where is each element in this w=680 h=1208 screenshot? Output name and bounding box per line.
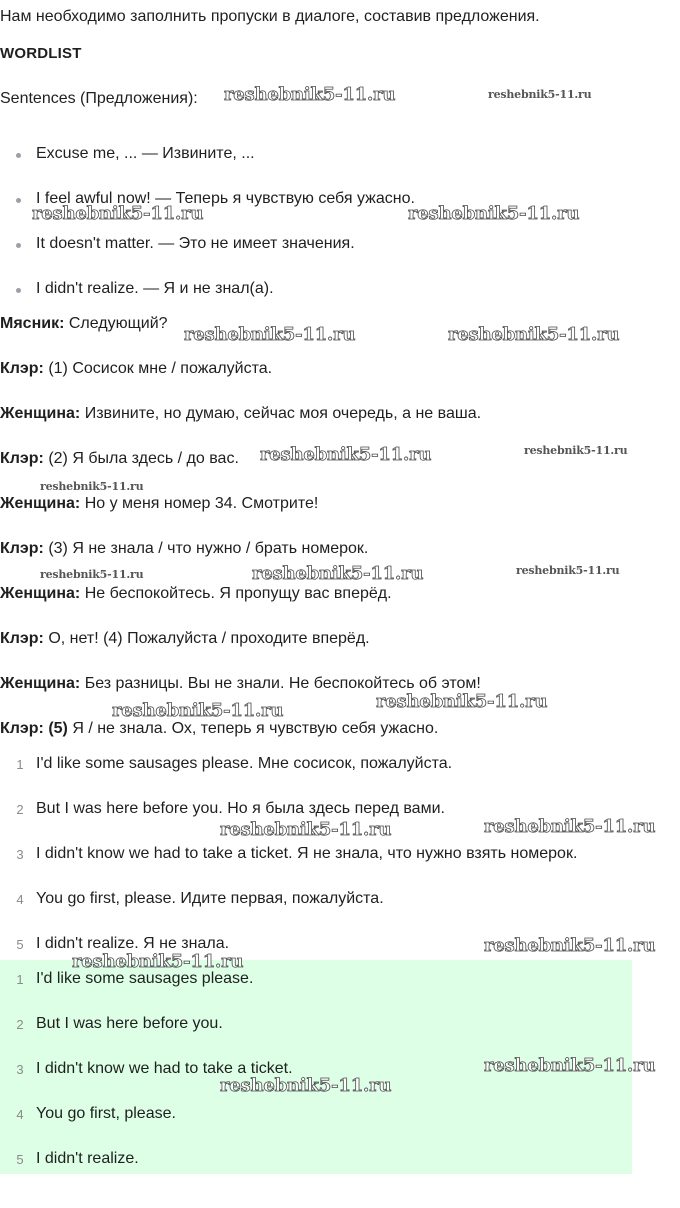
line-text: (1) Сосисок мне / пожалуйста. (43, 360, 273, 377)
line-text: Но у меня номер 34. Смотрите! (80, 495, 319, 512)
dialogue-line (0, 585, 392, 603)
list-item-text: You go first, please. Идите первая, пожалуйста. (36, 890, 384, 907)
list-number: 1 (16, 972, 24, 987)
list-number: 2 (16, 802, 24, 817)
dialogue-line (0, 360, 272, 378)
dialogue-line (0, 495, 318, 513)
watermark: reshebnik5-11.ru (408, 203, 580, 224)
watermark: reshebnik5-11.ru (376, 691, 548, 712)
watermark: reshebnik5-11.ru (484, 935, 656, 956)
bullet-icon (16, 153, 21, 158)
speaker: Женщина: (0, 585, 81, 602)
line-text: Я / не знала. Ох, теперь я чувствую себя ужасно. (67, 720, 439, 737)
intro-text: Нам необходимо заполнить пропуски в диалоге, составив предложения. (0, 8, 540, 25)
speaker: Женщина: (0, 495, 81, 512)
list-item-text: I'd like some sausages please. Мне сосисок, пожалуйста. (36, 755, 453, 772)
line-text: О, нет! (4) Пожалуйста / проходите вперёд. (43, 630, 370, 647)
dialogue-line (0, 630, 370, 648)
watermark: reshebnik5-11.ru (112, 700, 284, 721)
list-item-text: It doesn't matter. — Это не имеет значения. (36, 235, 355, 252)
line-text: (2) Я была здесь / до вас. (43, 450, 239, 467)
list-number: 4 (16, 892, 24, 907)
bullet-icon (16, 198, 21, 203)
speaker: Клэр: (0, 540, 44, 557)
line-text: Не беспокойтесь. Я пропущу вас вперёд. (80, 585, 392, 602)
list-number: 5 (16, 937, 24, 952)
list-item-text: You go first, please. (36, 1105, 176, 1122)
watermark: reshebnik5-11.ru (524, 444, 628, 457)
watermark: reshebnik5-11.ru (40, 480, 144, 493)
speaker: Женщина: (0, 675, 81, 692)
line-text: (3) Я не знала / что нужно / брать номерок. (43, 540, 369, 557)
watermark: reshebnik5-11.ru (72, 951, 244, 972)
list-item-text: I didn't realize. — Я и не знал(а). (36, 280, 274, 297)
bullet-icon (16, 288, 21, 293)
list-item-text: I feel awful now! — Теперь я чувствую себя ужасно. (36, 190, 415, 207)
list-item-text: I'd like some sausages please. (36, 970, 254, 987)
list-item-text: I didn't know we had to take a ticket. Я не знала, что нужно взять номерок. (36, 845, 578, 862)
line-text: Без разницы. Вы не знали. Не беспокойтесь об этом! (80, 675, 481, 692)
line-text: Следующий? (64, 315, 168, 332)
dialogue-line (0, 405, 481, 423)
list-item-text: I didn't know we had to take a ticket. (36, 1060, 293, 1077)
list-item-text: But I was here before you. (36, 1015, 223, 1032)
watermark: reshebnik5-11.ru (252, 563, 424, 584)
speaker: Клэр: (0, 450, 44, 467)
watermark: reshebnik5-11.ru (516, 564, 620, 577)
list-number: 1 (16, 757, 24, 772)
watermark: reshebnik5-11.ru (484, 816, 656, 837)
list-number: 5 (16, 1152, 24, 1167)
watermark: reshebnik5-11.ru (488, 88, 592, 101)
speaker: Мясник: (0, 315, 65, 332)
bullet-icon (16, 243, 21, 248)
dialogue-line (0, 540, 368, 558)
sentences-heading: Sentences (Предложения): (0, 90, 198, 107)
watermark: reshebnik5-11.ru (220, 1075, 392, 1096)
dialogue-line (0, 720, 438, 738)
list-item-text: I didn't realize. (36, 1150, 139, 1167)
dialogue-line (0, 315, 168, 333)
list-number: 3 (16, 847, 24, 862)
list-item-text: Excuse me, ... — Извините, ... (36, 145, 255, 162)
watermark: reshebnik5-11.ru (484, 1055, 656, 1076)
speaker: Клэр: (5) (0, 720, 68, 737)
watermark: reshebnik5-11.ru (448, 324, 620, 345)
watermark: reshebnik5-11.ru (32, 203, 204, 224)
speaker: Клэр: (0, 360, 44, 377)
watermark: reshebnik5-11.ru (220, 819, 392, 840)
list-number: 2 (16, 1017, 24, 1032)
watermark: reshebnik5-11.ru (224, 84, 396, 105)
dialogue-line (0, 675, 481, 693)
list-number: 3 (16, 1062, 24, 1077)
watermark: reshebnik5-11.ru (184, 324, 356, 345)
dialogue-line (0, 450, 239, 468)
list-item-text: I didn't realize. Я не знала. (36, 935, 230, 952)
wordlist-heading: WORDLIST (0, 45, 82, 62)
speaker: Женщина: (0, 405, 81, 422)
watermark: reshebnik5-11.ru (40, 568, 144, 581)
watermark: reshebnik5-11.ru (260, 444, 432, 465)
list-number: 4 (16, 1107, 24, 1122)
list-item-text: But I was here before you. Но я была здесь перед вами. (36, 800, 445, 817)
line-text: Извините, но думаю, сейчас моя очередь, а не ваша. (80, 405, 482, 422)
speaker: Клэр: (0, 630, 44, 647)
